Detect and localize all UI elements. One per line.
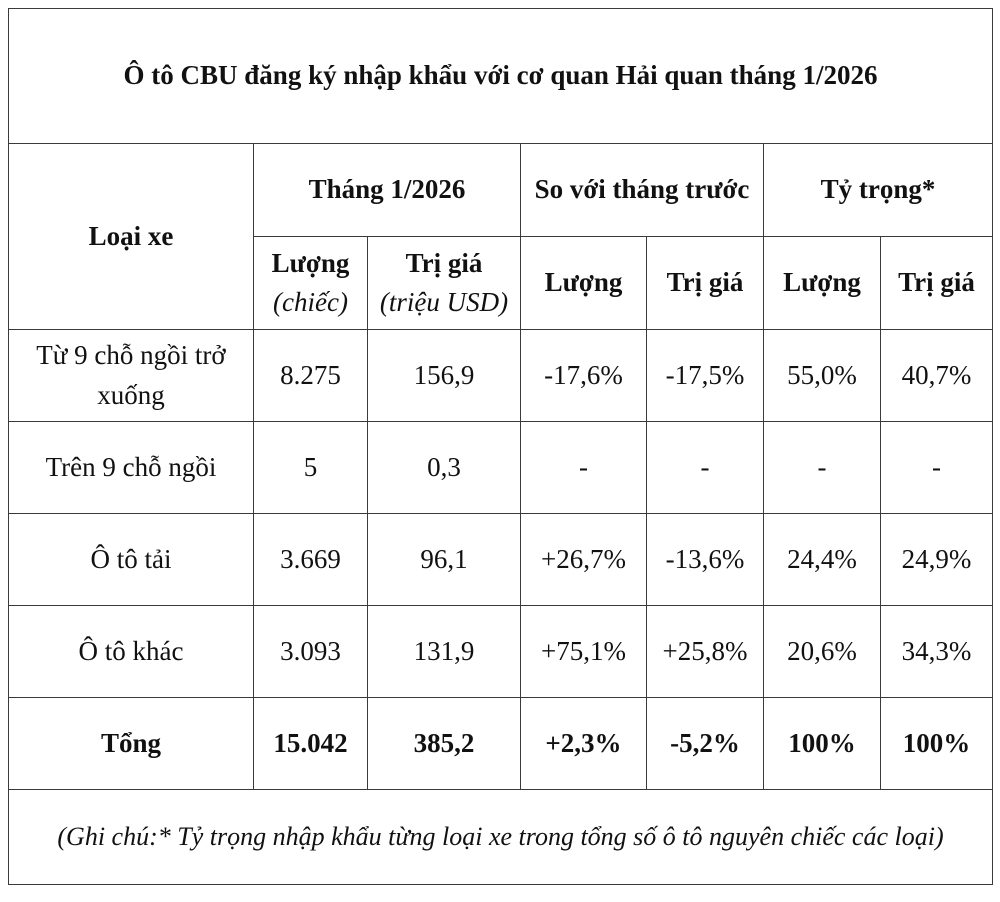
cell-quantity: 8.275 — [254, 330, 368, 422]
table-row — [9, 514, 993, 606]
total-row — [9, 698, 993, 790]
cell-compare-value: - — [647, 422, 764, 514]
header-compare-value: Trị giá — [647, 237, 764, 330]
cell-quantity: 3.093 — [254, 606, 368, 698]
header-vehicle-type: Loại xe — [9, 144, 254, 330]
cell-vehicle-type: Ô tô khác — [9, 606, 254, 698]
header-compare-prev-month: So với tháng trước — [521, 144, 764, 237]
cell-share-quantity: 20,6% — [764, 606, 881, 698]
cell-value: 156,9 — [368, 330, 521, 422]
table-row — [9, 606, 993, 698]
cell-share-quantity: 55,0% — [764, 330, 881, 422]
total-quantity: 15.042 — [254, 698, 368, 790]
cell-compare-quantity: +26,7% — [521, 514, 647, 606]
cell-share-value: - — [881, 422, 993, 514]
header-quantity — [254, 237, 368, 330]
header-compare-quantity: Lượng — [521, 237, 647, 330]
total-label: Tổng — [9, 698, 254, 790]
total-value: 385,2 — [368, 698, 521, 790]
table-row — [9, 330, 993, 422]
table-title: Ô tô CBU đăng ký nhập khẩu với cơ quan Hải quan tháng 1/2026 — [9, 9, 993, 144]
header-quantity-unit: (chiếc) — [273, 287, 348, 317]
table-container — [8, 8, 993, 885]
cell-value: 0,3 — [368, 422, 521, 514]
cell-share-value: 24,9% — [881, 514, 993, 606]
cell-compare-value: -13,6% — [647, 514, 764, 606]
table-row — [9, 422, 993, 514]
cell-quantity: 5 — [254, 422, 368, 514]
header-value-label: Trị giá — [405, 247, 483, 278]
cell-vehicle-type: Trên 9 chỗ ngồi — [9, 422, 254, 514]
footnote: (Ghi chú:* Tỷ trọng nhập khẩu từng loại xe trong tổng số ô tô nguyên chiếc các loại) — [9, 790, 993, 885]
cell-quantity: 3.669 — [254, 514, 368, 606]
cell-compare-quantity: -17,6% — [521, 330, 647, 422]
cell-value: 96,1 — [368, 514, 521, 606]
header-quantity-label: Lượng — [271, 247, 350, 278]
import-table — [8, 8, 993, 885]
cell-compare-quantity: - — [521, 422, 647, 514]
cell-value: 131,9 — [368, 606, 521, 698]
total-compare-value: -5,2% — [647, 698, 764, 790]
header-value-unit: (triệu USD) — [379, 287, 509, 317]
total-compare-quantity: +2,3% — [521, 698, 647, 790]
cell-share-quantity: 24,4% — [764, 514, 881, 606]
cell-vehicle-type: Ô tô tải — [9, 514, 254, 606]
cell-vehicle-type: Từ 9 chỗ ngồi trở xuống — [9, 330, 254, 422]
header-month: Tháng 1/2026 — [254, 144, 521, 237]
cell-share-quantity: - — [764, 422, 881, 514]
total-share-quantity: 100% — [764, 698, 881, 790]
cell-share-value: 34,3% — [881, 606, 993, 698]
header-share: Tỷ trọng* — [764, 144, 993, 237]
header-share-value: Trị giá — [881, 237, 993, 330]
cell-share-value: 40,7% — [881, 330, 993, 422]
cell-compare-value: +25,8% — [647, 606, 764, 698]
total-share-value: 100% — [881, 698, 993, 790]
header-value — [368, 237, 521, 330]
header-share-quantity: Lượng — [764, 237, 881, 330]
cell-compare-value: -17,5% — [647, 330, 764, 422]
cell-compare-quantity: +75,1% — [521, 606, 647, 698]
